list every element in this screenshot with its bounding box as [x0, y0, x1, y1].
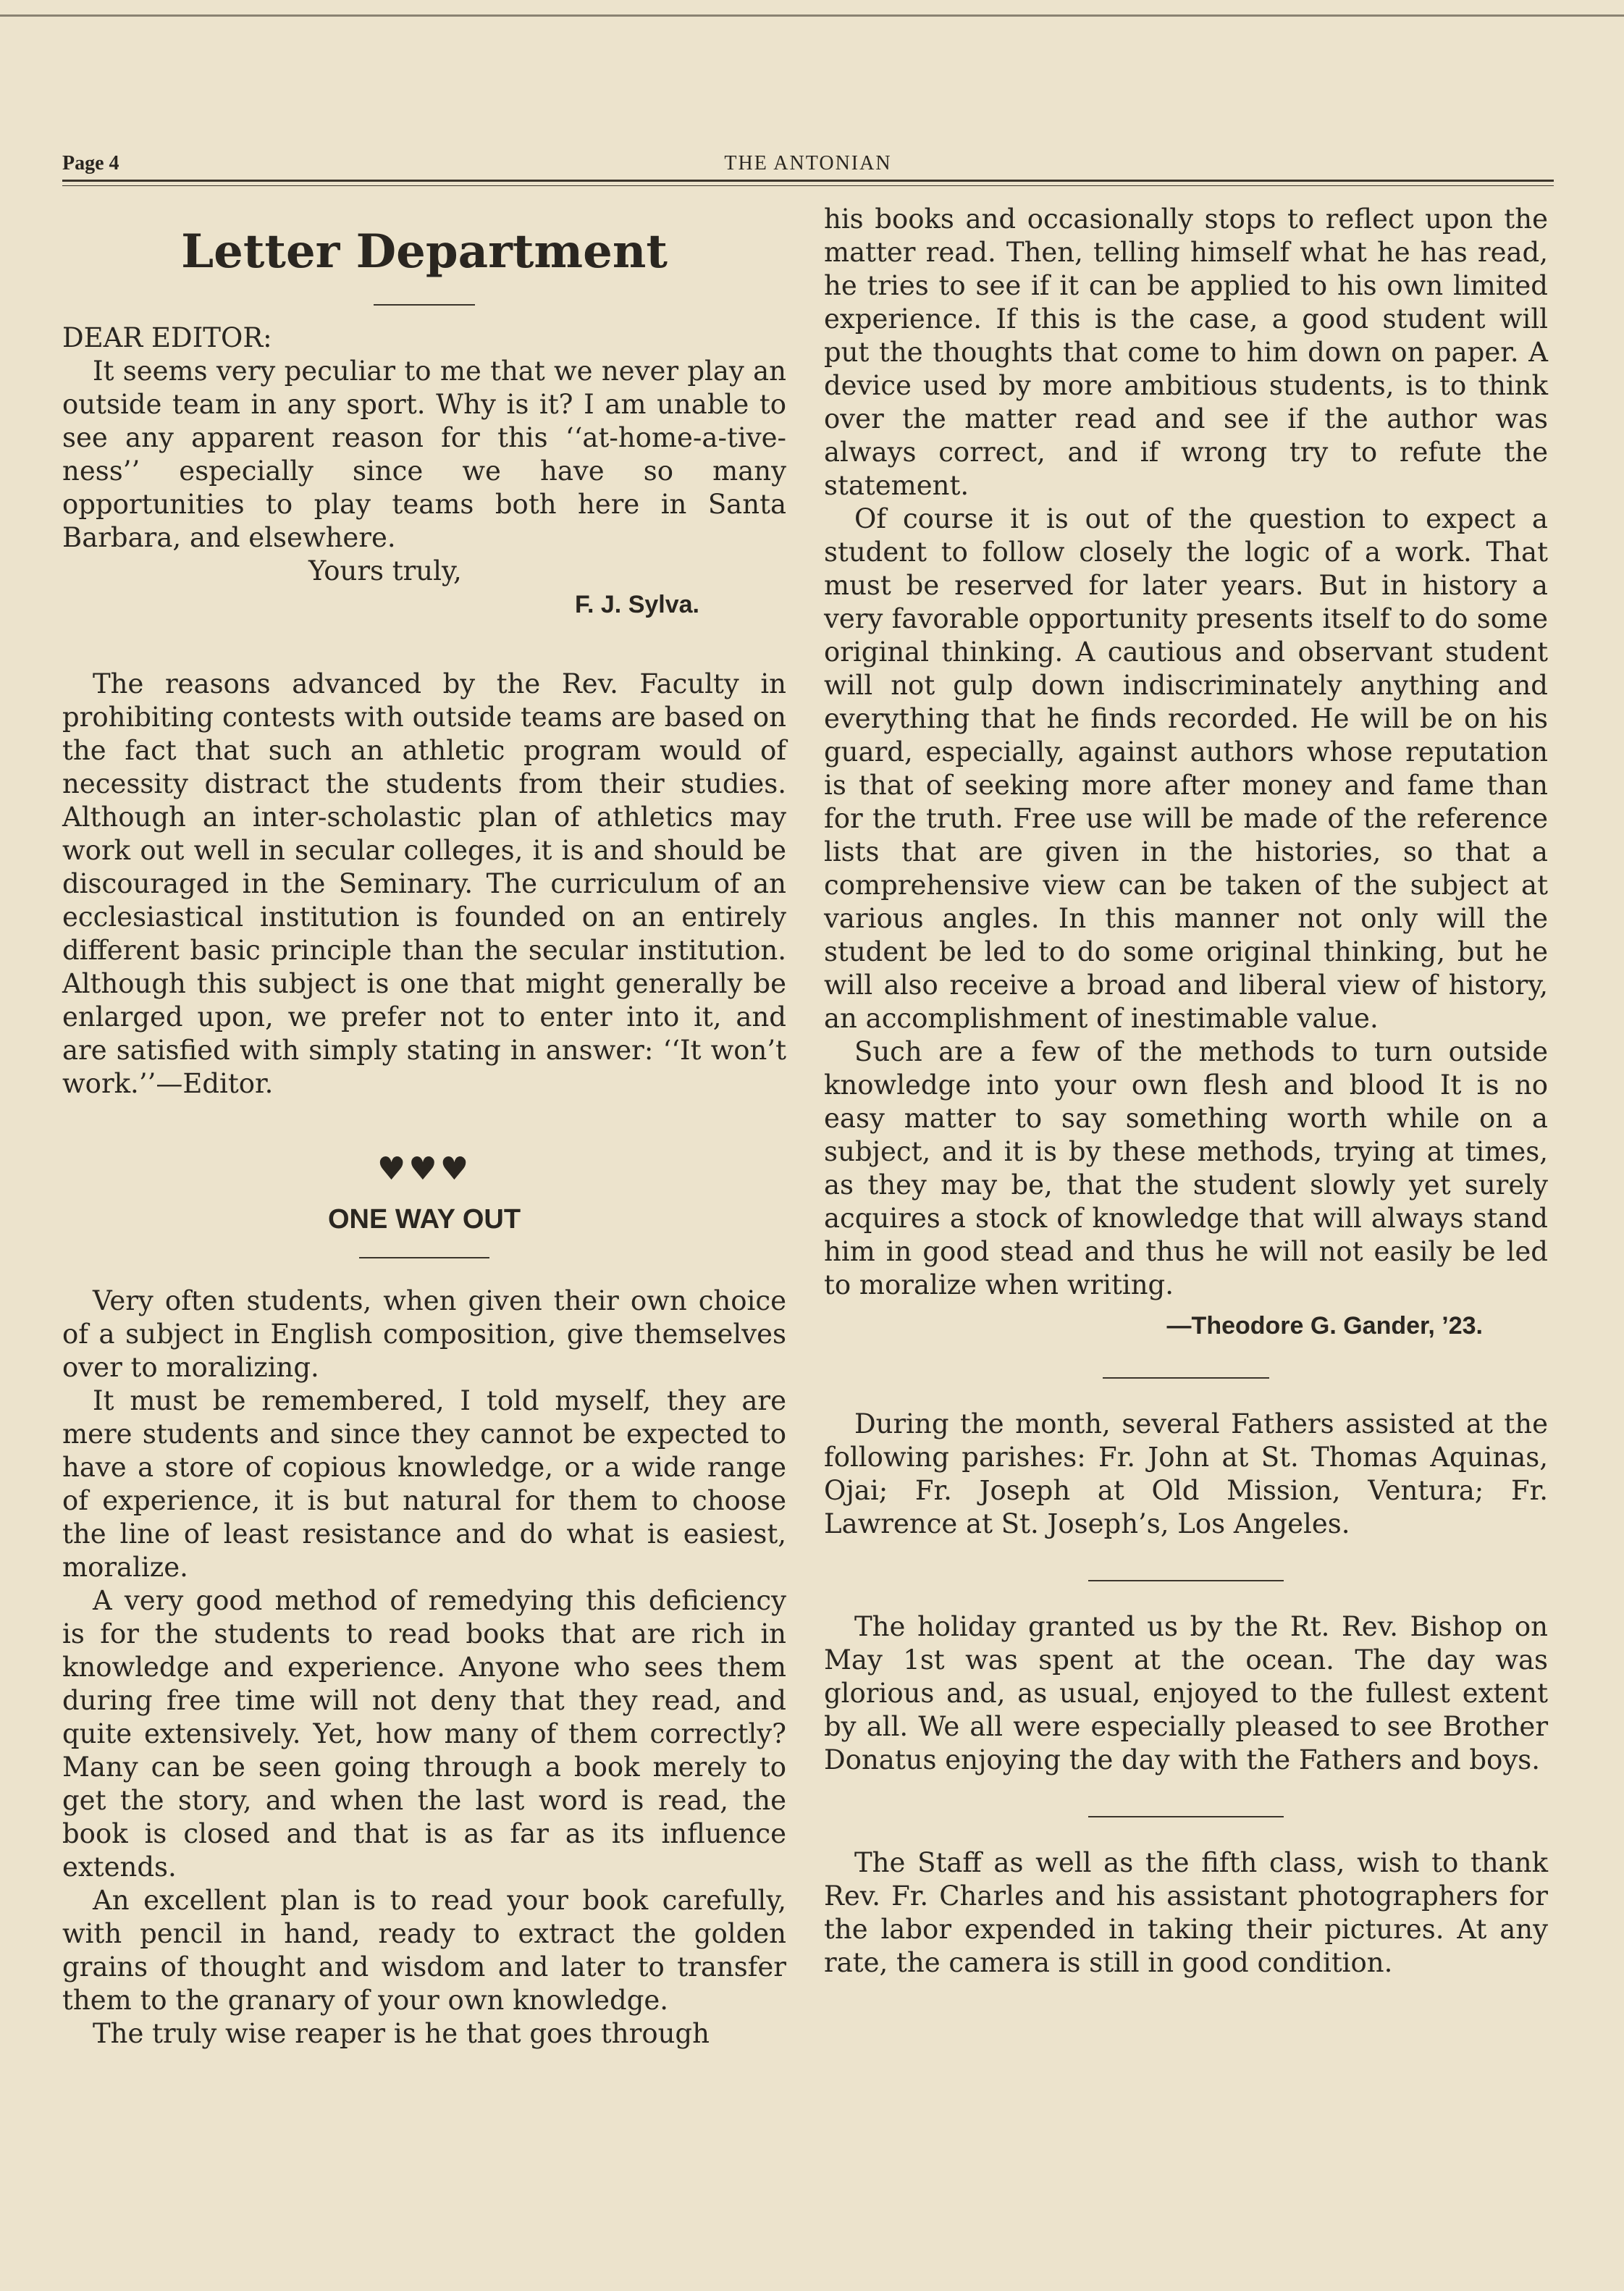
- divider: [1088, 1580, 1284, 1581]
- ornament: ♥♥♥: [376, 1151, 472, 1187]
- article-paragraph: Such are a few of the methods to turn outside knowledge into your own flesh and blood It is no easy matter to say something worth while on a subject, and it is by these methods, trying at times, as they may be, that the student slowly yet surely acquires a stock of knowledge that will always stand him in good stead and thus he will not easily be led to moralize when writing.: [824, 1036, 1548, 1300]
- header-rule-thin: [62, 185, 1554, 186]
- article-body: [62, 1285, 786, 2051]
- article-paragraph: Of course it is out of the question to expect a student to follow closely the logic of a work. That must be reserved for later years. But in history a very favorable opportunity presents itself to do some original thinking. A cautious and observant student will not gulp down indiscriminately anything and everything that he finds recorded. He will be on his guard, especially, against authors whose reputation is that of seeking more after money and fame than for the truth. Free use will be made of the reference lists that are given in the histories, so that a comprehensive view can be taken of the subject at various angles. In this manner not only will the student be led to do some original thinking, but he will also receive a broad and liberal view of history, an accomplishment of inestimable value.: [824, 503, 1548, 1034]
- left-column: [62, 203, 786, 2051]
- article-continuation: his books and occasionally stops to reflect upon the matter read. Then, telling himself what he has read, he tries to see if it can be applied to his own limited experience. If this is the case, a good student will put the thoughts that come to him down on paper. A device used by more ambitious students, is to think over the matter read and see if the author was always correct, and if wrong try to refute the statement.: [824, 203, 1548, 501]
- divider: [1088, 1816, 1284, 1817]
- letter-closing: Yours truly,: [308, 555, 462, 587]
- publication-title: THE ANTONIAN: [724, 152, 892, 175]
- article-paragraph: It must be remembered, I told myself, they are mere students and since they cannot be expected to have a store of copious knowledge, or a wide range of experience, it is but natural for them to choose the line of least resistance and do what is easiest, moralize.: [62, 1385, 786, 1583]
- top-edge-rule: [0, 14, 1624, 17]
- article-paragraph: Very often students, when given their own choice of a subject in English composition, give themselves over to moralizing.: [62, 1285, 786, 1383]
- article-paragraph: The truly wise reaper is he that goes through: [93, 2018, 710, 2049]
- divider: [1103, 1377, 1269, 1379]
- header-rule: [62, 180, 1554, 182]
- article-paragraph: A very good method of remedying this deficiency is for the students to read books that are rich in knowledge and experience. Anyone who sees them during free time will not deny that they read, and quite extensively. Yet, how many of them correctly? Many can be seen going through a book merely to get the story, and when the last word is read, the book is closed and that is as far as its influence extends.: [62, 1585, 786, 1883]
- news-note: During the month, several Fathers assisted at the following parishes: Fr. John at St. Thomas Aquinas, Ojai; Fr. Joseph at Old Mission, Ventura; Fr. Lawrence at St. Joseph’s, Los Angeles.: [824, 1408, 1548, 1539]
- divider: [374, 304, 475, 306]
- divider: [359, 1257, 489, 1258]
- letter-salutation: DEAR EDITOR:: [62, 322, 272, 353]
- article-paragraph: An excellent plan is to read your book carefully, with pencil in hand, ready to extract the golden grains of thought and wisdom and later to transfer them to the granary of your own knowledge.: [62, 1885, 786, 2016]
- news-note: The Staff as well as the fifth class, wish to thank Rev. Fr. Charles and his assistant photographers for the labor expended in taking their pictures. At any rate, the camera is still in good condition.: [824, 1847, 1548, 1978]
- letter-body: It seems very peculiar to me that we never play an outside team in any sport. Why is it? I am unable to see any apparent reason for this ‘‘at-home-a-tive-ness’’ especially since we have so many opportunities to play teams both here in Santa Barbara, and elsewhere.: [62, 356, 786, 553]
- editor-reply: The reasons advanced by the Rev. Faculty in prohibiting contests with outside teams are based on the fact that such an athletic program would of necessity distract the students from their studies. Although an inter-scholastic plan of athletics may work out well in secular colleges, it is and should be discouraged in the Seminary. The curriculum of an ecclesiastical institution is founded on an entirely different basic principle than the secular institution. Although this subject is one that might generally be enlarged upon, we prefer not to enter into it, and are satisfied with simply stating in answer: ‘‘It won’t work.’’—Editor.: [62, 668, 786, 1099]
- news-note: The holiday granted us by the Rt. Rev. Bishop on May 1st was spent at the ocean. The day was glorious and, as usual, enjoyed to the fullest extent by all. We all were especially pleased to see Brother Donatus enjoying the day with the Fathers and boys.: [824, 1611, 1548, 1775]
- article-title: ONE WAY OUT: [327, 1204, 521, 1235]
- letter-signature: F. J. Sylva.: [575, 591, 699, 618]
- right-column: [824, 203, 1548, 1980]
- article-author: —Theodore G. Gander, ’23.: [1166, 1312, 1483, 1340]
- letter: [62, 321, 786, 621]
- section-title: Letter Department: [181, 224, 668, 279]
- page-header: [62, 149, 1554, 178]
- page-number: Page 4: [62, 152, 119, 175]
